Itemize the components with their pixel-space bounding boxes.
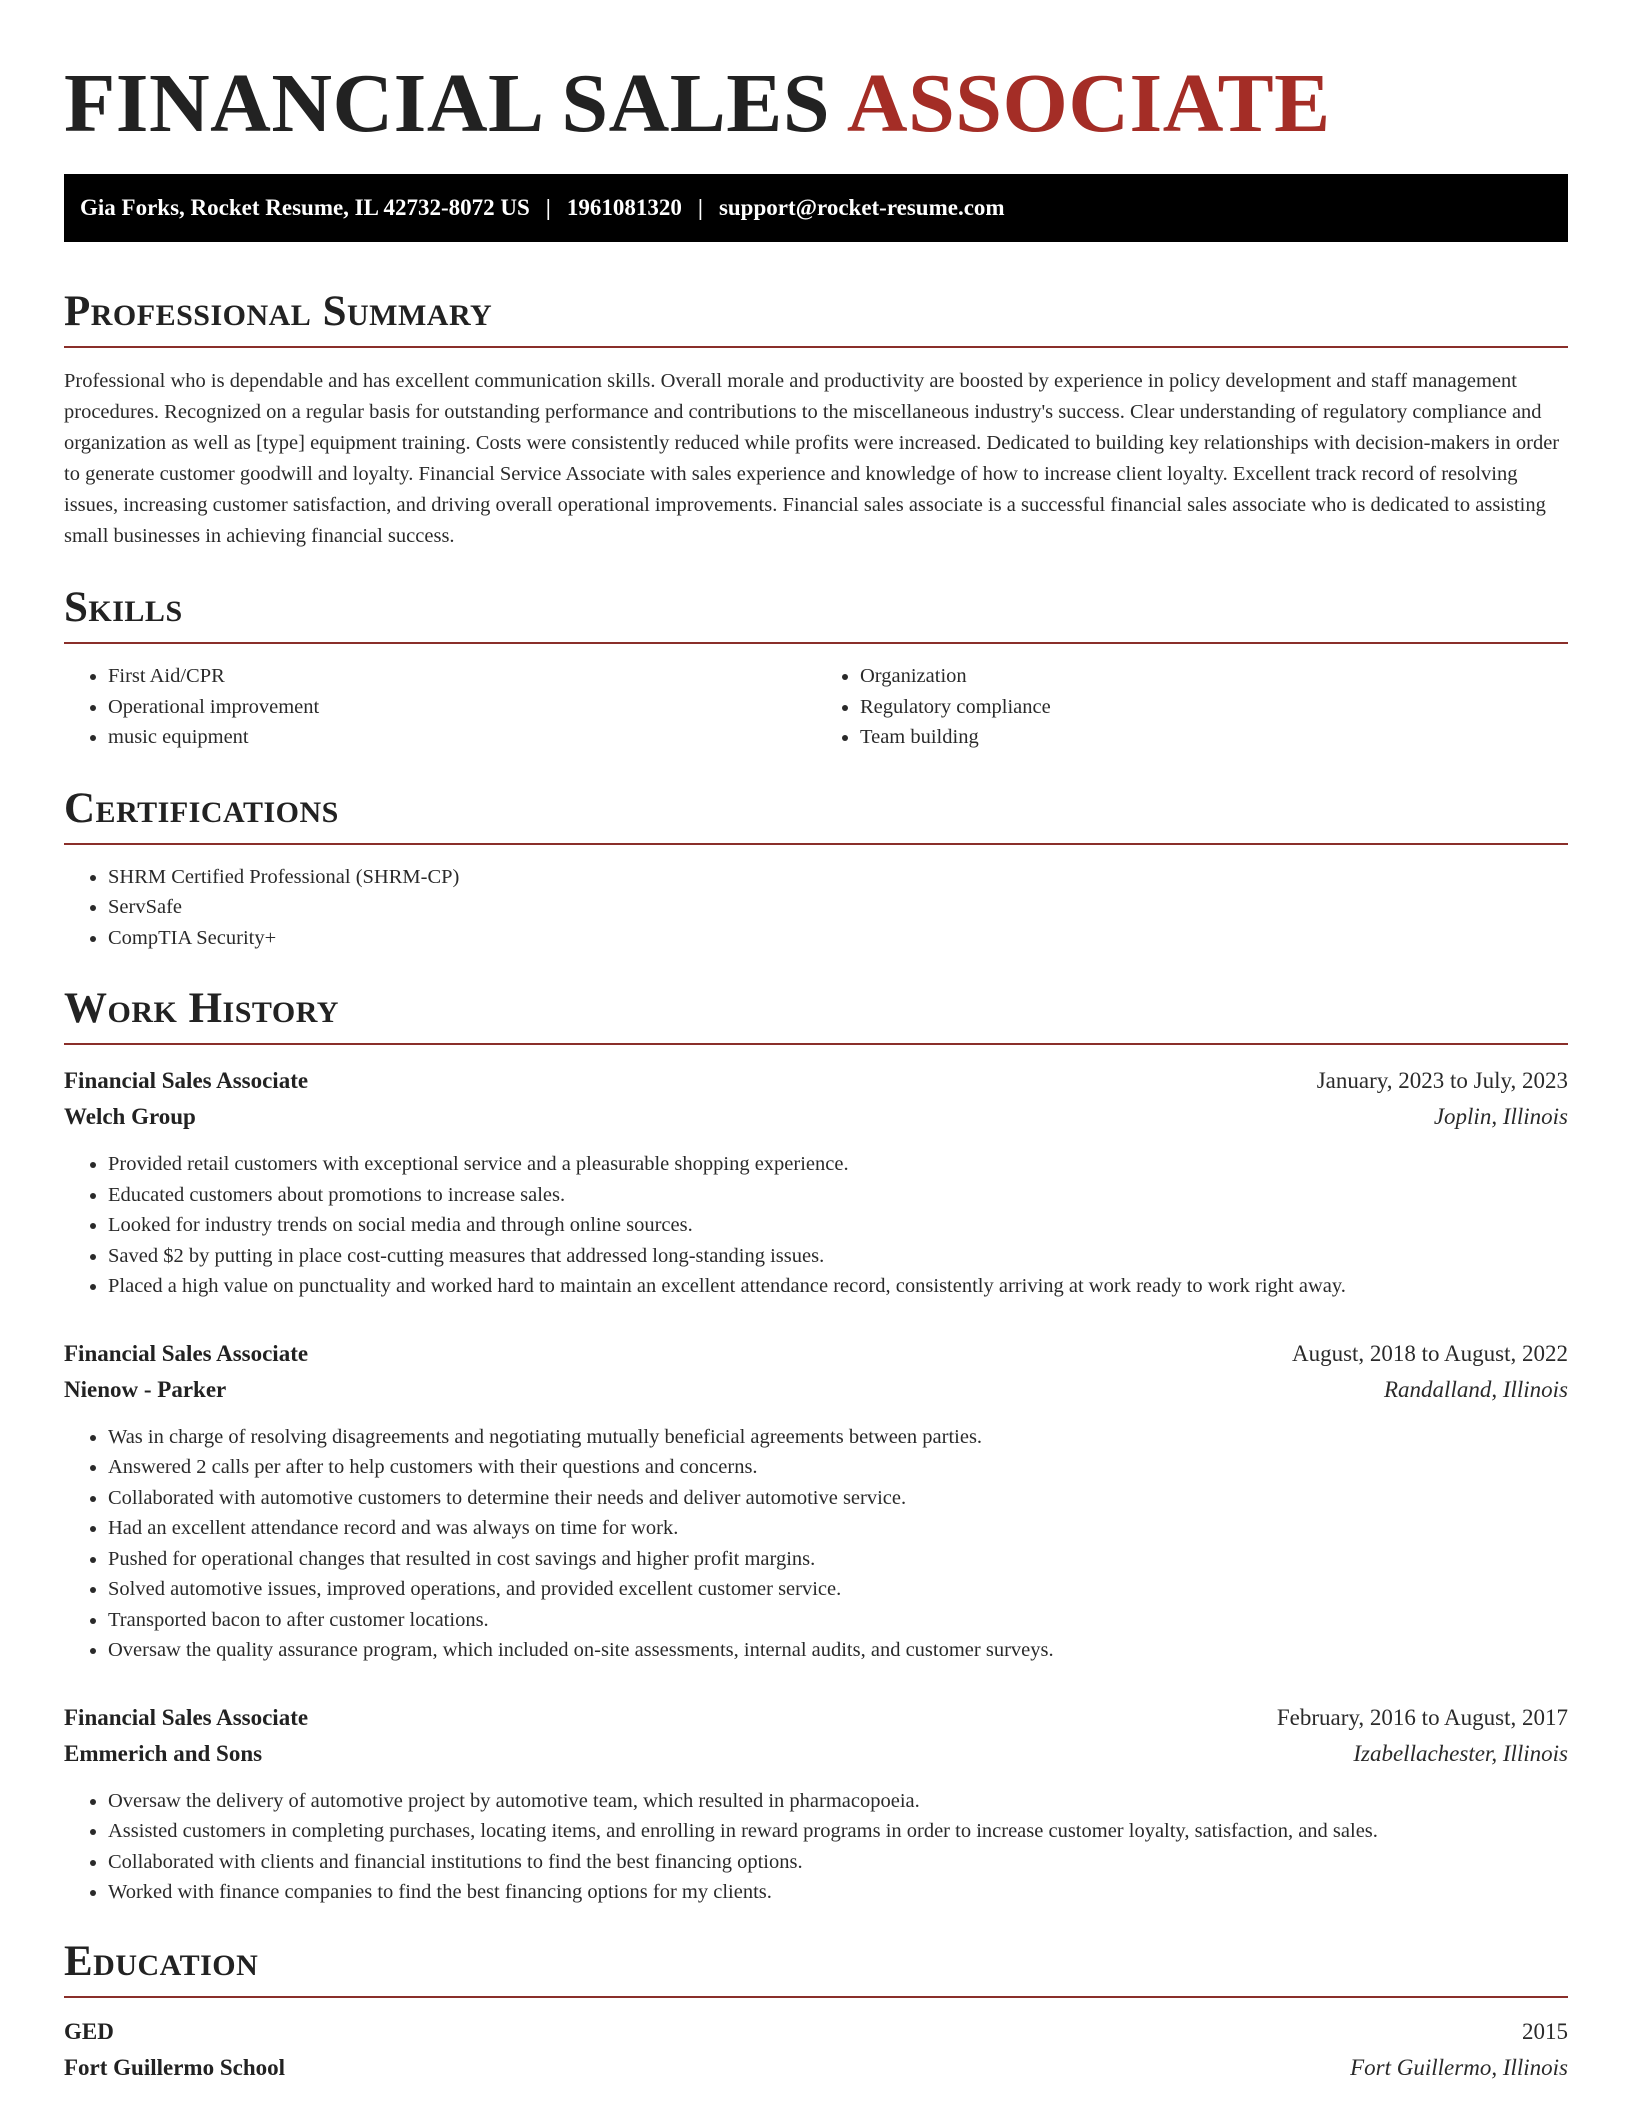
work-history-heading: Work History bbox=[64, 985, 339, 1032]
education-entry bbox=[64, 2014, 1568, 2086]
skill-item: • Team building bbox=[860, 722, 1568, 753]
certification-item: • SHRM Certified Professional (SHRM-CP) bbox=[108, 862, 1568, 893]
contact-separator: | bbox=[545, 195, 551, 220]
job-duty: • Had an excellent attendance record and was always on time for work. bbox=[108, 1513, 1568, 1544]
job-company: Nienow - Parker bbox=[64, 1376, 227, 1402]
title-main: FINANCIAL SALES bbox=[64, 57, 831, 150]
skills-list-right bbox=[816, 661, 1568, 753]
job-dates: August, 2018 to August, 2022 bbox=[1291, 1340, 1568, 1366]
job-header-row bbox=[64, 1700, 1568, 1736]
job-duty: • Solved automotive issues, improved operations, and provided excellent customer service. bbox=[108, 1574, 1568, 1605]
job-title: Financial Sales Associate bbox=[64, 1704, 309, 1730]
job-entry bbox=[64, 1063, 1568, 1302]
summary-text: Professional who is dependable and has excellent communication skills. Overall morale and productivity are boosted by experience in policy development and staff management procedures. Recognized on a regular basis for outstanding performance and contributions to the miscellaneous industry's success. Clear understanding of regulatory compliance and organization as well as [type] equipment training. Costs were consistently reduced while profits were increased. Dedicated to building key relationships with decision-makers in order to generate customer goodwill and loyalty. Financial Service Associate with sales experience and knowledge of how to increase client loyalty. Excellent track record of resolving issues, increasing customer satisfaction, and driving overall operational improvements. Financial sales associate is a successful financial sales associate who is dedicated to assisting small businesses in achieving financial success. bbox=[64, 370, 1560, 547]
job-duty: • Looked for industry trends on social media and through online sources. bbox=[108, 1210, 1568, 1241]
job-location: Randalland, Illinois bbox=[1384, 1376, 1568, 1402]
education-school: Fort Guillermo School bbox=[64, 2054, 286, 2080]
job-duty: • Oversaw the delivery of automotive project by automotive team, which resulted in pharmacopoeia. bbox=[108, 1786, 1568, 1817]
education-degree: GED bbox=[64, 2018, 114, 2044]
skill-item: • Operational improvement bbox=[108, 692, 816, 723]
job-duty: • Was in charge of resolving disagreements and negotiating mutually beneficial agreements between parties. bbox=[108, 1422, 1568, 1453]
section-divider bbox=[64, 346, 1568, 348]
certification-item: • ServSafe bbox=[108, 892, 1568, 923]
job-duty: • Oversaw the quality assurance program, which included on-site assessments, internal audits, and customer surveys. bbox=[108, 1635, 1568, 1666]
job-duty: • Worked with finance companies to find the best financing options for my clients. bbox=[108, 1877, 1568, 1908]
certifications-list bbox=[64, 862, 1568, 954]
title-accent: ASSOCIATE bbox=[846, 57, 1331, 150]
job-duty: • Collaborated with clients and financial institutions to find the best financing options. bbox=[108, 1847, 1568, 1878]
job-duty: • Collaborated with automotive customers to determine their needs and deliver automotive service. bbox=[108, 1483, 1568, 1514]
summary-section bbox=[64, 286, 1568, 552]
job-company: Welch Group bbox=[64, 1104, 196, 1129]
skills-heading: Skills bbox=[64, 584, 183, 631]
job-duty: • Educated customers about promotions to increase sales. bbox=[108, 1180, 1568, 1211]
job-header-row bbox=[64, 1063, 1568, 1099]
job-duties bbox=[64, 1422, 1568, 1666]
education-section bbox=[64, 1936, 1568, 2086]
job-duty: • Transported bacon to after customer locations. bbox=[108, 1605, 1568, 1636]
job-company: Emmerich and Sons bbox=[64, 1740, 263, 1766]
job-duty: • Provided retail customers with exceptional service and a pleasurable shopping experience. bbox=[108, 1149, 1568, 1180]
contact-email[interactable]: support@rocket-resume.com bbox=[718, 195, 1005, 220]
skill-item: • Organization bbox=[860, 661, 1568, 692]
job-dates: January, 2023 to July, 2023 bbox=[1316, 1068, 1568, 1093]
skill-item: • First Aid/CPR bbox=[108, 661, 816, 692]
education-year: 2015 bbox=[1522, 2018, 1568, 2044]
job-duty: • Pushed for operational changes that resulted in cost savings and higher profit margins. bbox=[108, 1544, 1568, 1575]
summary-heading: Professional Summary bbox=[64, 288, 493, 335]
job-entry bbox=[64, 1336, 1568, 1666]
job-duty: • Assisted customers in completing purchases, locating items, and enrolling in reward programs in order to increase customer loyalty, satisfaction, and sales. bbox=[108, 1816, 1568, 1847]
job-location: Izabellachester, Illinois bbox=[1353, 1740, 1568, 1766]
section-divider bbox=[64, 1996, 1568, 1998]
education-heading: Education bbox=[64, 1937, 259, 1985]
job-title: Financial Sales Associate bbox=[64, 1340, 309, 1366]
skills-grid bbox=[64, 661, 1568, 753]
certifications-heading: Certifications bbox=[64, 784, 339, 832]
section-divider bbox=[64, 843, 1568, 845]
education-header-row bbox=[64, 2014, 1568, 2050]
job-duties bbox=[64, 1149, 1568, 1302]
job-duty: • Placed a high value on punctuality and worked hard to maintain an excellent attendance record, consistently arriving at work ready to work right away. bbox=[108, 1271, 1568, 1302]
job-duty: • Answered 2 calls per after to help customers with their questions and concerns. bbox=[108, 1452, 1568, 1483]
job-header-row bbox=[64, 1336, 1568, 1372]
certifications-section bbox=[64, 783, 1568, 954]
skill-item: • music equipment bbox=[108, 722, 816, 753]
skills-list-left bbox=[64, 661, 816, 753]
job-title: Financial Sales Associate bbox=[64, 1068, 309, 1093]
job-entry bbox=[64, 1700, 1568, 1908]
job-company-row bbox=[64, 1099, 1568, 1135]
resume-title bbox=[64, 0, 1568, 150]
certification-item: • CompTIA Security+ bbox=[108, 923, 1568, 954]
contact-separator: | bbox=[697, 195, 703, 220]
section-divider bbox=[64, 642, 1568, 644]
education-school-row bbox=[64, 2050, 1568, 2086]
job-dates: February, 2016 to August, 2017 bbox=[1276, 1704, 1568, 1730]
job-company-row bbox=[64, 1736, 1568, 1772]
contact-address: Gia Forks, Rocket Resume, IL 42732-8072 US bbox=[80, 195, 530, 220]
skills-section bbox=[64, 582, 1568, 753]
section-divider bbox=[64, 1043, 1568, 1045]
contact-bar bbox=[64, 174, 1568, 242]
education-location: Fort Guillermo, Illinois bbox=[1350, 2054, 1568, 2080]
job-duty: • Saved $2 by putting in place cost-cutting measures that addressed long-standing issues. bbox=[108, 1241, 1568, 1272]
contact-phone: 1961081320 bbox=[566, 195, 682, 220]
job-location: Joplin, Illinois bbox=[1433, 1104, 1568, 1129]
job-duties bbox=[64, 1786, 1568, 1908]
job-company-row bbox=[64, 1372, 1568, 1408]
skill-item: • Regulatory compliance bbox=[860, 692, 1568, 723]
work-history-section bbox=[64, 983, 1568, 1908]
